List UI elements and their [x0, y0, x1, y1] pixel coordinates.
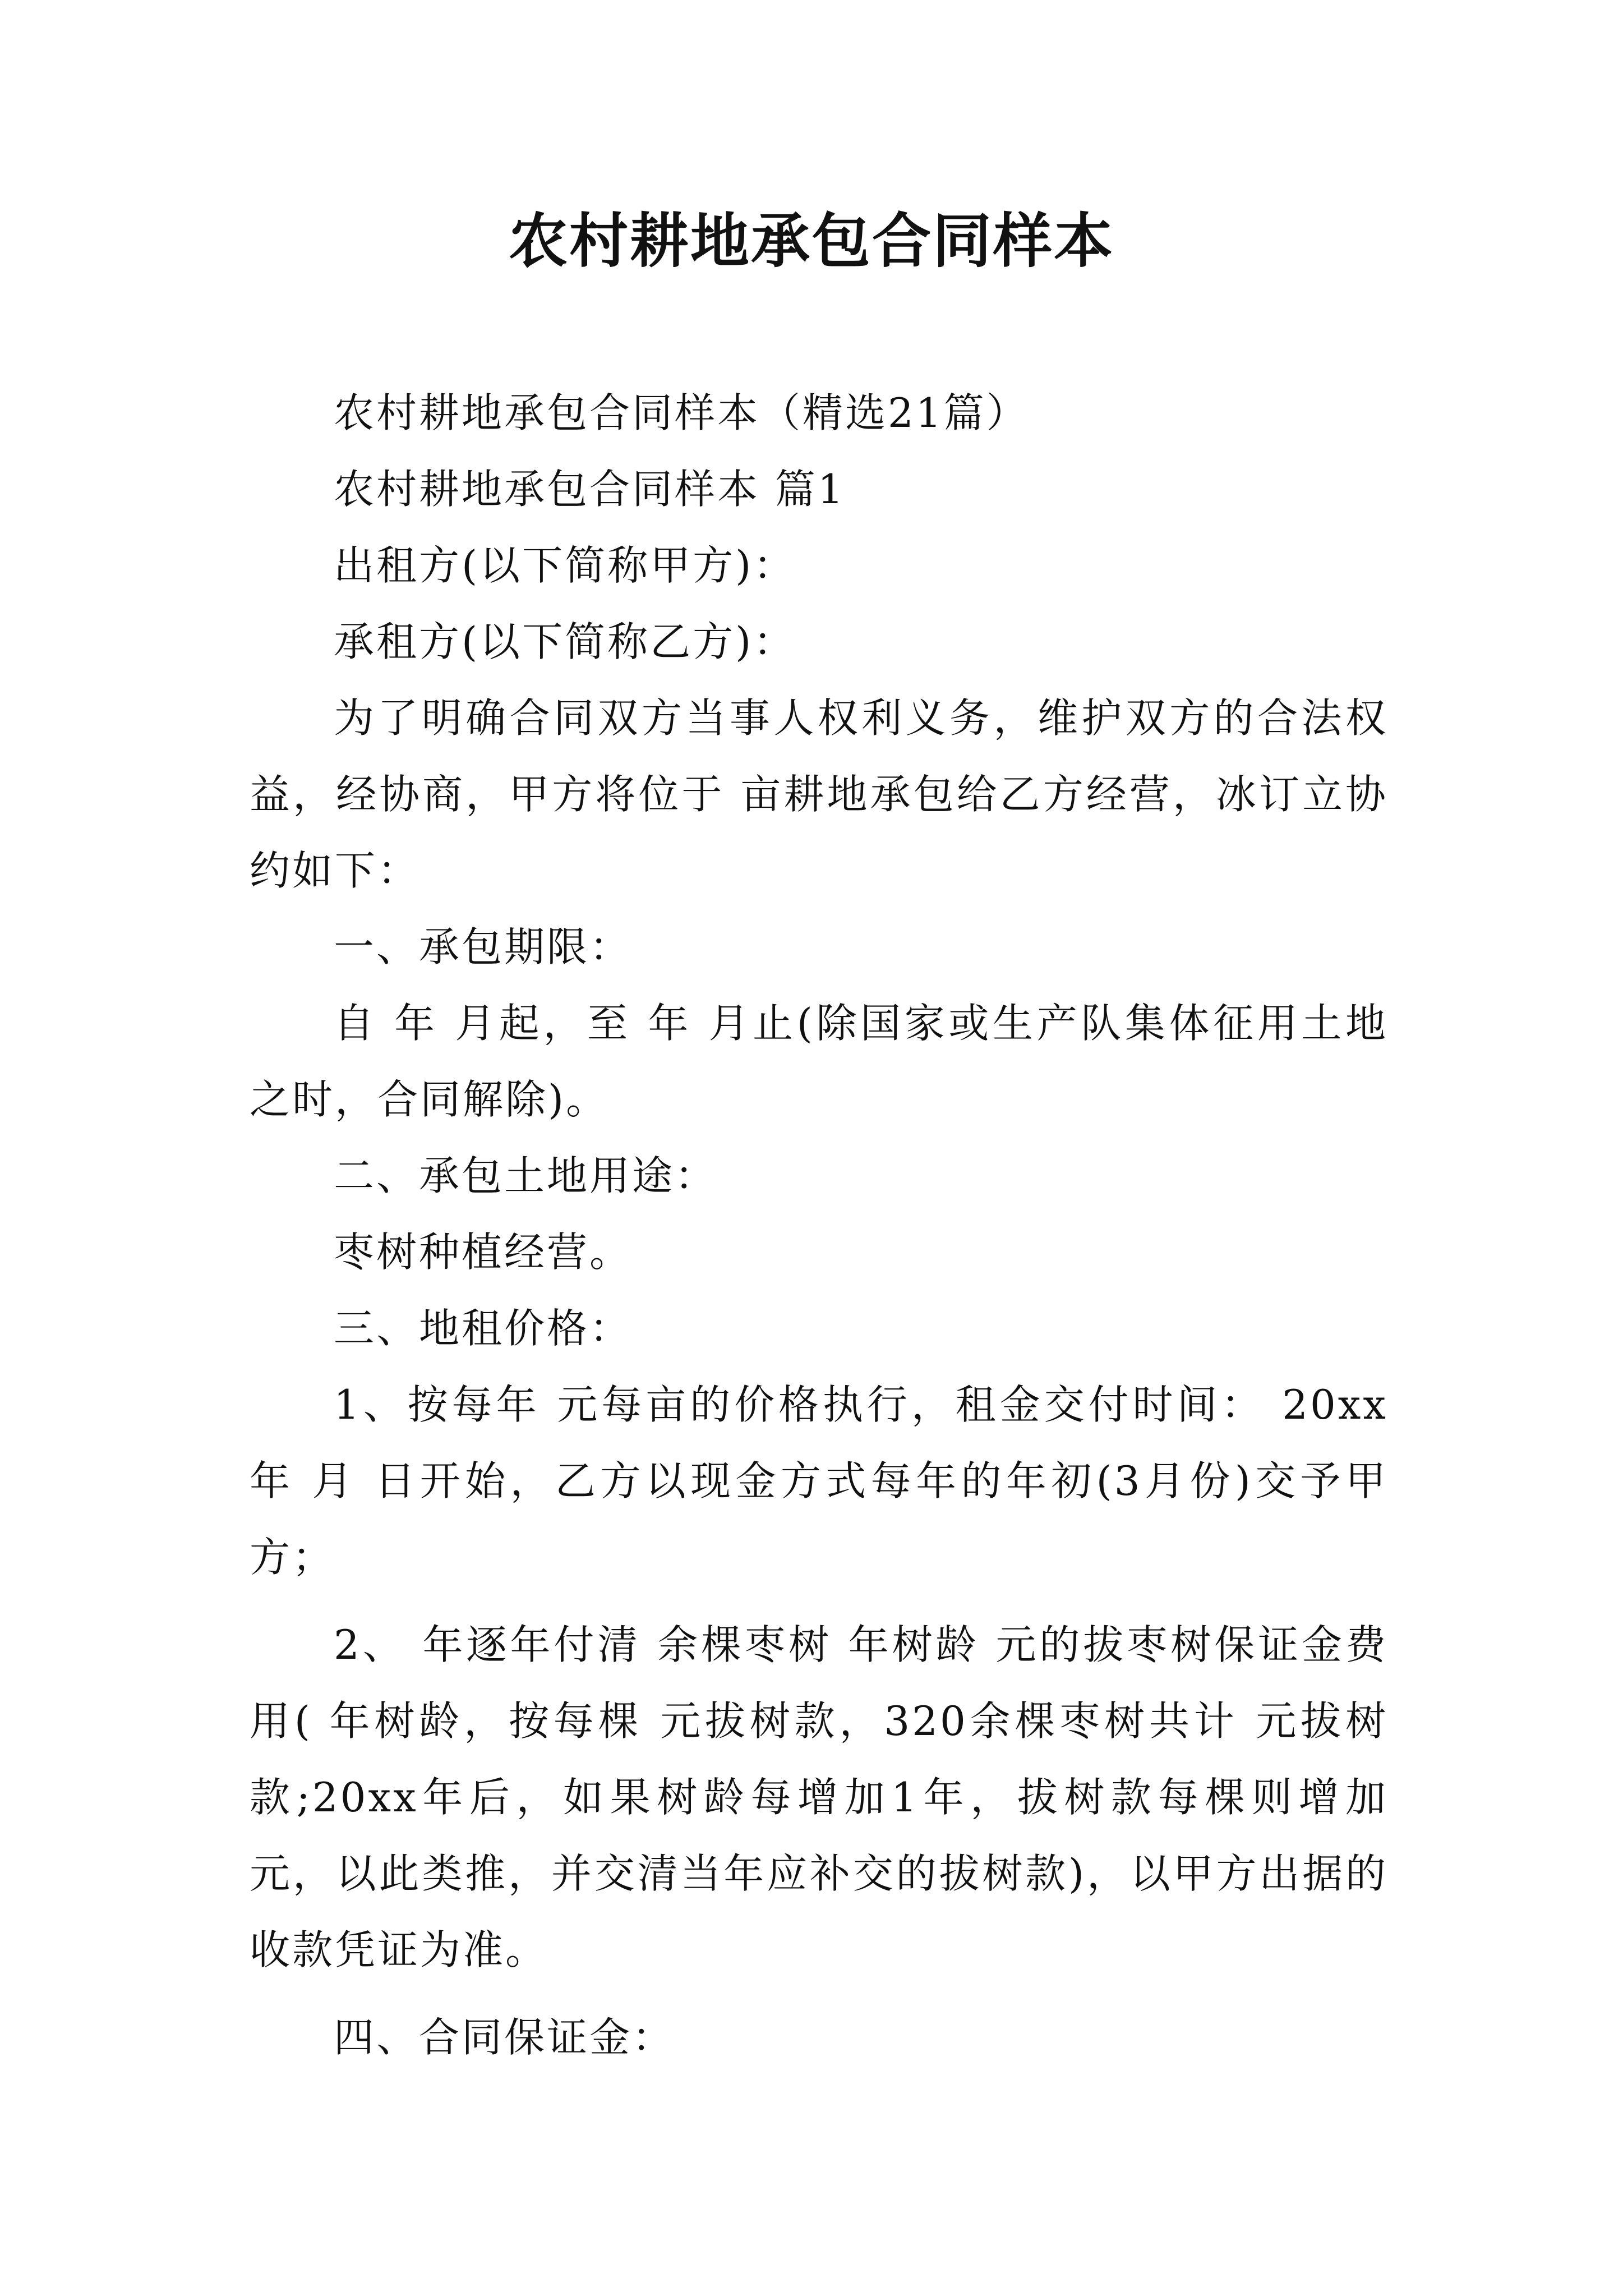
paragraph-clause-1-text: 自 年 月起，至 年 月止(除国家或生产队集体征用土地之时，合同解除)。: [250, 1000, 1388, 1123]
paragraph-clause-1-heading: 一、承包期限：: [334, 923, 633, 970]
paragraph-lessee: 承租方(以下简称乙方)：: [334, 618, 796, 665]
document-title: 农村耕地承包合同样本: [508, 207, 1114, 275]
paragraph-lessor: 出租方(以下简称甲方)：: [334, 542, 796, 589]
paragraph-clause-3-heading: 三、地租价格：: [334, 1305, 633, 1352]
paragraph-clause-4-heading: 四、合同保证金：: [334, 2014, 675, 2061]
paragraph-preamble: 为了明确合同双方当事人权利义务，维护双方的合法权益，经协商，甲方将位于 亩耕地承包给乙方经营，冰订立协约如下：: [250, 694, 1388, 894]
paragraph-clause-2-heading: 二、承包土地用途：: [334, 1152, 718, 1199]
paragraph-clause-3-item-1: 1、按每年 元每亩的价格执行，租金交付时间： 20xx年 月 日开始，乙方以现金方式每年的年初(3月份)交予甲方；: [250, 1381, 1388, 1581]
document-body: [250, 375, 1403, 2076]
paragraph-section-heading: 农村耕地承包合同样本 篇1: [334, 466, 846, 513]
paragraph-clause-2-text: 枣树种植经营。: [334, 1228, 633, 1276]
paragraph-subtitle: 农村耕地承包合同样本（精选21篇）: [334, 389, 1029, 436]
paragraph-clause-3-item-2: 2、 年逐年付清 余棵枣树 年树龄 元的拔枣树保证金费用( 年树龄，按每棵 元拔树款，320余棵枣树共计 元拔树款;20xx年后，如果树龄每增加1年，拔树款每棵则增加 元，以此类推，并交清当年应补交的拔树款)，以甲方出据的收款凭证为准。: [250, 1621, 1403, 1973]
